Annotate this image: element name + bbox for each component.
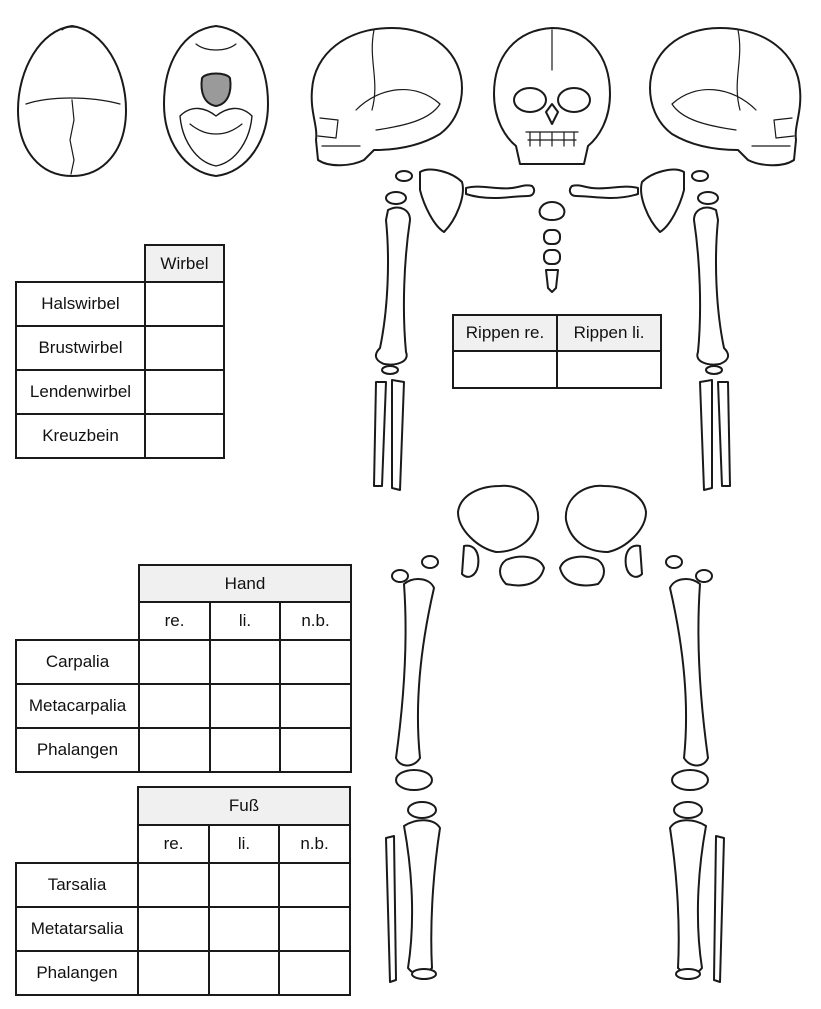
humerus-left-icon — [376, 208, 410, 365]
femur-left-icon — [392, 556, 438, 790]
lendenwirbel-cell[interactable] — [145, 370, 224, 414]
hand-col-nb: n.b. — [280, 602, 351, 640]
humerus-right-icon — [694, 208, 728, 365]
foot-col-nb: n.b. — [279, 825, 350, 863]
ilium-left-icon — [458, 486, 538, 552]
kreuzbein-cell[interactable] — [145, 414, 224, 458]
scapula-right-icon — [641, 170, 684, 232]
skull-lateral-left-icon — [312, 28, 462, 165]
clavicle-left-icon — [466, 185, 534, 198]
row-label-tarsalia: Tarsalia — [16, 863, 138, 907]
femur-right-icon — [666, 556, 712, 790]
forearm-left-icon — [374, 366, 404, 490]
foot-phalangen-nb-cell[interactable] — [279, 951, 350, 995]
metacarpalia-li-cell[interactable] — [210, 684, 280, 728]
clavicle-right-icon — [570, 185, 638, 198]
pubis-right-icon — [560, 557, 604, 586]
row-label-halswirbel: Halswirbel — [16, 282, 145, 326]
foot-phalangen-re-cell[interactable] — [138, 951, 209, 995]
ischium-right-icon — [626, 546, 642, 577]
metatarsalia-re-cell[interactable] — [138, 907, 209, 951]
row-label-hand-phalangen: Phalangen — [16, 728, 139, 772]
metatarsalia-li-cell[interactable] — [209, 907, 279, 951]
foot-header: Fuß — [138, 787, 350, 825]
tarsalia-li-cell[interactable] — [209, 863, 279, 907]
foot-phalangen-li-cell[interactable] — [209, 951, 279, 995]
row-label-carpalia: Carpalia — [16, 640, 139, 684]
ribs-left-header: Rippen li. — [557, 315, 661, 351]
carpalia-nb-cell[interactable] — [280, 640, 351, 684]
lower-leg-right-icon — [670, 802, 724, 982]
vertebrae-header: Wirbel — [145, 245, 224, 282]
tarsalia-re-cell[interactable] — [138, 863, 209, 907]
ribs-right-cell[interactable] — [453, 351, 557, 388]
hand-col-left: li. — [210, 602, 280, 640]
vertebrae-table — [15, 244, 225, 459]
row-label-brustwirbel: Brustwirbel — [16, 326, 145, 370]
foot-col-right: re. — [138, 825, 209, 863]
foot-col-left: li. — [209, 825, 279, 863]
hand-table — [15, 564, 352, 773]
ischium-left-icon — [462, 546, 478, 577]
hand-col-right: re. — [139, 602, 210, 640]
sternum-icon — [540, 202, 565, 292]
skull-frontal-icon — [494, 28, 610, 164]
row-label-foot-phalangen: Phalangen — [16, 951, 138, 995]
ilium-right-icon — [566, 486, 646, 552]
hand-header: Hand — [139, 565, 351, 602]
metacarpalia-nb-cell[interactable] — [280, 684, 351, 728]
forearm-right-icon — [700, 366, 730, 490]
skull-lateral-right-icon — [650, 28, 800, 165]
carpalia-re-cell[interactable] — [139, 640, 210, 684]
skull-top-view-icon — [18, 26, 126, 176]
foot-table — [15, 786, 351, 996]
hand-phalangen-re-cell[interactable] — [139, 728, 210, 772]
row-label-kreuzbein: Kreuzbein — [16, 414, 145, 458]
brustwirbel-cell[interactable] — [145, 326, 224, 370]
halswirbel-cell[interactable] — [145, 282, 224, 326]
ribs-table — [452, 314, 662, 389]
metacarpalia-re-cell[interactable] — [139, 684, 210, 728]
lower-leg-left-icon — [386, 802, 440, 982]
row-label-lendenwirbel: Lendenwirbel — [16, 370, 145, 414]
hand-phalangen-nb-cell[interactable] — [280, 728, 351, 772]
tarsalia-nb-cell[interactable] — [279, 863, 350, 907]
carpalia-li-cell[interactable] — [210, 640, 280, 684]
ribs-right-header: Rippen re. — [453, 315, 557, 351]
metatarsalia-nb-cell[interactable] — [279, 907, 350, 951]
pubis-left-icon — [500, 557, 544, 586]
scapula-left-icon — [420, 170, 463, 232]
skull-base-view-icon — [164, 26, 268, 176]
row-label-metatarsalia: Metatarsalia — [16, 907, 138, 951]
hand-phalangen-li-cell[interactable] — [210, 728, 280, 772]
row-label-metacarpalia: Metacarpalia — [16, 684, 139, 728]
ribs-left-cell[interactable] — [557, 351, 661, 388]
